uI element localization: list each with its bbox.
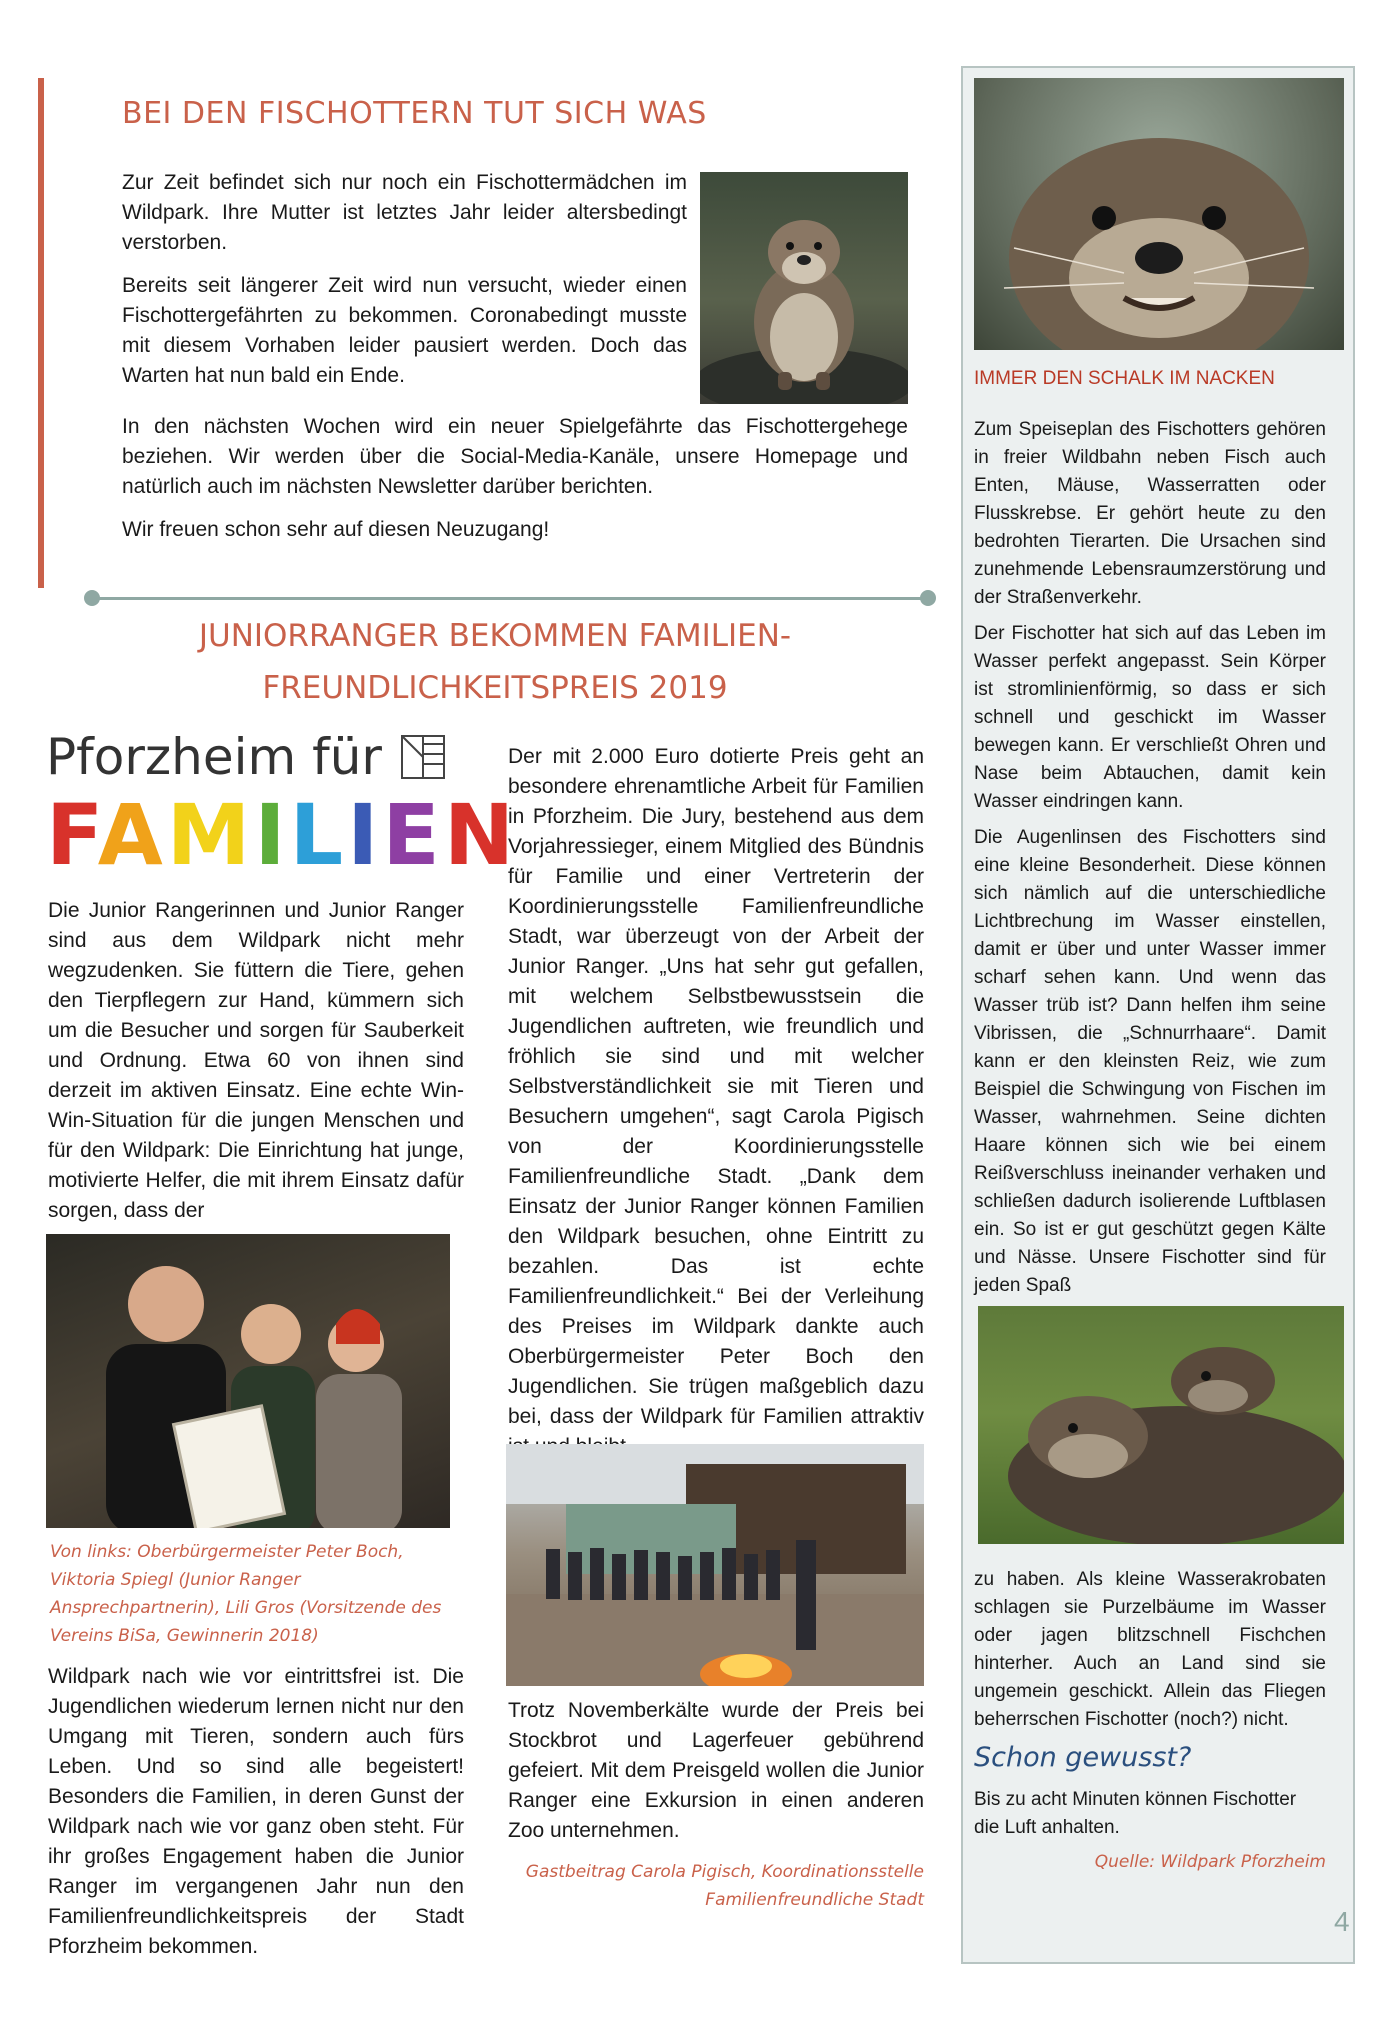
logo-familien-word [46, 786, 519, 884]
paragraph: Trotz Novemberkälte wurde der Preis bei Stockbrot und Lagerfeuer gebührend gefeiert. Mit dem Preisgeld wollen die Junior Ranger eine Exkursion in einen anderen Zoo unternehmen. [508, 1699, 924, 1842]
juniorranger-col2-text [508, 742, 924, 1475]
people-illustration [46, 1234, 450, 1528]
logo-letter: L [289, 786, 348, 884]
juniorranger-col1-text [48, 896, 464, 1239]
logo-text: Pforzheim für [46, 728, 382, 786]
did-you-know-heading: Schon gewusst? [974, 1742, 1192, 1773]
sidebar-heading: IMMER DEN SCHALK IM NACKEN [974, 368, 1275, 389]
logo-letter: I [254, 786, 290, 884]
paragraph: Der mit 2.000 Euro dotierte Preis geht an besondere ehrenamtliche Arbeit für Familien in Pforzheim. Die Jury, bestehend aus dem Vorjahressieger, einem Mitglied des Bündnis für Familie und einer Vertreterin der Koordinierungsstelle Familienfreundliche Stadt, war überzeugt von der Arbeit der Junior Ranger. „Uns hat sehr gut gefallen, mit welchem Selbstbewusstsein die Jugendlichen auftreten, wie freundlich und fröhlich sie sind und mit welcher Selbstverständlichkeit sie mit Tieren und Besuchern umgehen“, sagt Carola Pigisch von der Koordinierungsstelle Familienfreundliche Stadt. „Dank dem Einsatz der Junior Ranger können Familien den Wildpark besuchen, ohne Eintritt zu bezahlen. Das ist echte Familienfreundlichkeit.“ Bei der Verleihung des Preises im Wildpark dankte auch Oberbürgermeister Peter Boch den Jugendlichen. Sie trügen maßgeblich dazu bei, dass der Wildpark für Familien attraktiv [508, 745, 924, 1428]
title-line: JUNIORRANGER BEKOMMEN FAMILIEN- [198, 618, 792, 654]
award-ceremony-photo [46, 1234, 450, 1528]
logo-letter: M [166, 786, 255, 884]
title-line: FREUNDLICHKEITSPREIS 2019 [262, 670, 728, 706]
logo-letter: F [46, 786, 98, 884]
juniorranger-col1-text-cont [48, 1662, 464, 1975]
page-number: 4 [1334, 1906, 1350, 1937]
juniorranger-col2-text-cont [508, 1696, 924, 1859]
logo-letter: I [347, 786, 383, 884]
logo-letter: A [97, 786, 167, 884]
paragraph: Zur Zeit befindet sich nur noch ein Fischottermädchen im Wildpark. Ihre Mutter ist letztes Jahr leider altersbedingt verstorben. [122, 171, 687, 254]
sidebar-text [974, 416, 1326, 1308]
otter-on-rock-photo [700, 172, 908, 404]
otter-intro-text [122, 168, 687, 404]
sidebar-source: Quelle: Wildpark Pforzheim [1094, 1852, 1326, 1872]
sidebar-text-cont [974, 1566, 1326, 1742]
otter-face-illustration [974, 78, 1344, 350]
guest-credit [508, 1858, 924, 1914]
award-photo-caption: Von links: Oberbürgermeister Peter Boch, Viktoria Spiegl (Junior Ranger Ansprechpartnerin), Lili Gros (Vorsitzende des Vereins BiSa, Gewinnerin 2018) [50, 1542, 442, 1646]
group-photo-campfire [506, 1444, 924, 1686]
paragraph: Wildpark nach wie vor eintrittsfrei ist. Die Jugendlichen wiederum lernen nicht nur den Umgang mit Tieren, sondern auch fürs Leben. Und so sind alle begeistert! Besonders die Familien, in deren Gunst der Wildpark nach wie vor ganz oben steht. Für ihr großes Engagement haben die Junior Ranger im vergangenen Jahr nun den Familienfreundlichkeitspreis der Stadt Pforzheim bekommen. [48, 1665, 464, 1958]
credit-line: Gastbeitrag Carola Pigisch, Koordinationsstelle [525, 1862, 924, 1882]
did-you-know-text: Bis zu acht Minuten können Fischotter die Luft anhalten. [974, 1789, 1297, 1838]
two-otters-photo [978, 1306, 1344, 1544]
accent-bar [38, 78, 44, 588]
paragraph: Die Augenlinsen des Fischotters sind eine kleine Besonderheit. Diese können sich nämlich auf die unterschiedliche Lichtbrechung im Wasser einstellen, damit er über und unter Wasser immer scharf sehen kann. Und wenn das Wasser trüb ist? Dann helfen ihm seine Vibrissen, die „Schnurrhaare“. Damit kann er den kleinsten Reiz, wie zum Beispiel die Schwingung von Fischen im Wasser, wahrnehmen. Seine dichten Haare können sich wie bei einem Reißverschluss ineinander verhaken und schließen dadurch isolierende Luftblasen ein. So ist er gut geschützt gegen Kälte und Nässe. Unsere Fischotter sind für jeden Spaß [974, 827, 1326, 1296]
otter-face-photo [974, 78, 1344, 350]
section-title-juniorranger [60, 610, 930, 714]
section-title-otters: BEI DEN FISCHOTTERN TUT SICH WAS [122, 96, 707, 131]
two-otters-illustration [978, 1306, 1344, 1544]
paragraph: Der Fischotter hat sich auf das Leben im Wasser perfekt angepasst. Sein Körper ist stromlinienförmig, so dass er sich schnell und geschickt im Wasser bewegen kann. Er verschließt Ohren und Nase beim Abtauchen, damit kein Wasser eindringen kann. [974, 623, 1326, 812]
logo-letter: N [443, 786, 519, 884]
divider-dot-right [920, 590, 936, 606]
paragraph: Zum Speiseplan des Fischotters gehören in freier Wildbahn neben Fisch auch Enten, Mäuse, Wasserratten oder Flusskrebse. Er gehört heute zu den bedrohten Tierarten. Die Ursachen sind zunehmende Lebensraumzerstörung und der Straßenverkehr. [974, 419, 1326, 608]
logo-letter: E [382, 786, 444, 884]
credit-line: Familienfreundliche Stadt [705, 1890, 924, 1910]
paragraph: Die Junior Rangerinnen und Junior Ranger sind aus dem Wildpark nicht mehr wegzudenken. Sie füttern die Tiere, gehen den Tierpflegern zur Hand, kümmern sich um die Besucher und sorgen für Sauberkeit und Ordnung. Etwa 60 von ihnen sind derzeit im aktiven Einsatz. Eine echte Win-Win-Situation für die jungen Menschen und für den Wildpark: Die Einrichtung hat junge, motivierte Helfer, die mit ihrem Einsatz dafür sorgen, dass der [48, 899, 464, 1222]
section-divider [98, 597, 928, 600]
paragraph: In den nächsten Wochen wird ein neuer Spielgefährte das Fischottergehege beziehen. Wir werden über die Social-Media-Kanäle, unsere Homepage und natürlich auch im nächsten Newsletter darüber berichten. [122, 415, 908, 498]
pforzheim-fuer-familien-logo [46, 728, 519, 884]
logo-book-icon [400, 734, 446, 780]
paragraph: Bereits seit längerer Zeit wird nun versucht, wieder einen Fischottergefährten zu bekommen. Coronabedingt musste mit diesem Vorhaben leider pausiert werden. Doch das Warten hat nun bald ein Ende. [122, 274, 687, 387]
otter-outro-text [122, 412, 908, 558]
group-illustration [506, 1444, 924, 1686]
paragraph: Wir freuen schon sehr auf diesen Neuzugang! [122, 518, 550, 541]
otter-illustration [700, 172, 908, 404]
paragraph: zu haben. Als kleine Wasserakrobaten schlagen sie Purzelbäume im Wasser oder jagen blitzschnell Fischchen hinterher. Auch an Land sind sie ungemein geschickt. Allein das Fliegen beherrschen Fischotter (noch?) nicht. [974, 1569, 1326, 1730]
